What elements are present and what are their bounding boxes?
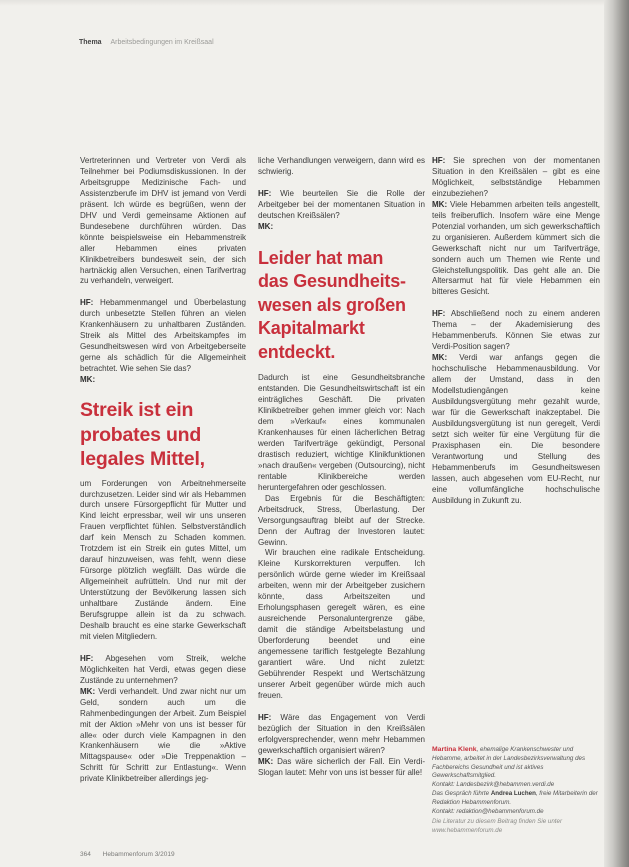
bio-interviewer-name: Andrea Luchen [490,789,536,797]
pull-quote-line: Leider hat man [258,247,384,268]
interview-question [80,654,246,687]
bio-author [432,746,600,781]
interview-question [258,713,425,757]
body-paragraph: um Forderungen von Arbeitnehmerseite durchzusetzen. Leider sind wir als Hebammen durch unsere Fürsorgepflicht für Mutter und Kind leicht erpressbar, weil wir uns unseren Frauen verpflichtet fühlen. Selbstverständlich darf kein Mensch zu Schaden kommen. Trotzdem ist ein Streik ein gutes Mittel, um darauf hinzuweisen, was fehlt, wenn diese Fürsorge plötzlich wegfällt. Das würde die Allgemeinheit aufrütteln. Und nur mit der Unterstützung der Bevölkerung lassen sich unhaltbare Zustände ändern. Eine Berufsgruppe allein ist da zu schwach. Deshalb braucht es eine starke Gewerkschaft mit vielen Mitgliedern. [80,478,246,641]
answer-text: Das wäre sicherlich der Fall. Ein Verdi-Slogan lautet: Mehr von uns ist besser für alle! [258,756,425,777]
pull-quote-line: wesen als großen [258,294,406,315]
answer-text: Verdi war anfangs gegen die hochschulische Hebammenausbildung. Vor allem der Umstand, dass in den Modellstudiengängen keine Ausbildungsvergütung mehr gezahlt wurde, war für die Gewerkschaft inakzeptabel. Die Ausbildungsvergütung ist nun geregelt, Verdi setzt sich weiter für eine Vergütung für die Praxisphasen ein. Die besondere Verantwortung und Stellung des Hebammenberufs im Gesundheitswesen lassen, auch abgesehen vom EU-Recht, nur eine vollumfängliche hochschulische Ausbildung in Zukunft zu. [432,353,600,505]
question-text: Wie beurteilen Sie die Rolle der Arbeitgeber bei der momentanen Situation in deutschen Kreißsälen? [258,188,425,220]
text-column-1 [80,156,246,849]
pull-quote-line: Kapitalmarkt [258,318,365,339]
author-bio [432,746,600,836]
speaker-label-hf: HF: [80,298,94,308]
body-paragraph: Das Ergebnis für die Beschäftigten: Arbeitsdruck, Stress, Überlastung. Der Versorgungsauftrag bleibt auf der Strecke. Denn der Auftrag der Investoren lautet: Gewinn. [258,493,425,547]
pull-quote [258,247,425,365]
interview-question [258,189,425,222]
bio-author-name: Martina Klenk [432,746,477,753]
scan-page-edge [604,0,629,867]
interview-answer-start [80,375,246,386]
speaker-label-mk: MK: [80,686,96,696]
bio-interviewer-role: , freie Mitarbeiterin der Redaktion Hebammenforum. [432,789,598,806]
speaker-label-mk: MK: [80,375,96,385]
question-text: Wäre das Engagement von Verdi bezüglich der Situation in den Kreißsälen erfolgversprechender, wenn mehr Hebammen gewerkschaftlich organisiert wären? [258,712,425,755]
pull-quote-line: entdeckt. [258,341,336,362]
bio-author-description: , ehemalige Krankenschwester und Hebamme, arbeitet in der Landesbezirksverwaltung des Fachbereichs Gesundheit und ist aktives Gewerkschaftsmitglied. [432,746,586,780]
speaker-label-mk: MK: [258,756,274,766]
bio-interviewer [432,790,600,808]
page-number: 364 [80,851,91,858]
interview-answer-start [258,222,425,233]
section-topic: Arbeitsbedingungen im Kreißsaal [110,39,214,46]
text-column-2 [258,156,425,856]
speaker-label-mk: MK: [432,353,448,363]
body-paragraph: Dadurch ist eine Gesundheitsbranche entstanden. Die Gesundheitswirtschaft ist ein einträgliches Geschäft. Die privaten Klinikbetreiber gehen immer gleich vor: Nach dem »Verkauf« eines kommunalen Krankenhauses für einen lächerlichen Betrag werden Tarifverträge gekündigt, Personal drastisch reduziert, wichtige Klinikfunktionen »nach draußen« vergeben (Outsourcing), nicht rentable Klinikbereiche werden heruntergefahren oder geschlossen. [258,373,425,492]
question-text: Sie sprechen von der momentanen Situation in den Kreißsälen – gibt es eine Möglichkeit, selbstständige Hebammen einzubeziehen? [432,156,600,198]
interview-question [432,309,600,353]
speaker-label-mk: MK: [432,199,448,209]
pull-quote-line: legales Mittel, [80,448,205,471]
bio-literature-note: Die Literatur zu diesem Beitrag finden Sie unter www.hebammenforum.de [432,818,563,835]
speaker-label-hf: HF: [432,309,446,319]
bio-interviewer-contact: Kontakt: redaktion@hebammenforum.de [432,807,544,815]
interview-answer [432,200,600,299]
answer-text: Viele Hebammen arbeiten teils angestellt, teils freiberuflich. Insofern wäre eine Menge Potenzial vorhanden, um sich gewerkschaftlich zu organisieren. Außerdem kümmert sich die Gewerkschaft nicht nur um Tarifverträge, sondern auch um Themen wie Rente und Gleichstellungspolitik. Das geht alle an. Die Altersarmut hat für viele Hebammen ein bitteres Gesicht. [432,199,600,297]
pull-quote-line: das Gesundheits- [258,271,406,292]
page-footer [80,851,175,859]
bio-interview-intro: Das Gespräch führte [432,789,491,797]
interview-question [432,156,600,200]
answer-text: Verdi verhandelt. Und zwar nicht nur um Geld, sondern auch um die Rahmenbedingungen der Arbeit. Zum Beispiel mit der Aktion »Mehr von uns ist besser für alle« oder durch viele Kampagnen in den Krankenhäusern wie die »Aktive Mittagspause« oder »Die Treppenaktion – Schritt für Schritt zur Entlastung«. Wenn private Klinikbetreiber allerdings jeg- [80,686,246,784]
pull-quote-line: Streik ist ein [80,399,194,422]
bio-author-contact: Kontakt: Landesbezirk@hebammen.verdi.de [432,781,555,789]
speaker-label-hf: HF: [258,712,272,722]
pull-quote-line: probates und [80,423,202,446]
interview-question [80,298,246,375]
interview-answer [80,687,246,786]
scan-top-shadow [0,0,604,6]
pull-quote [80,398,246,472]
speaker-label-mk: MK: [258,221,274,231]
interview-answer [258,757,425,779]
body-paragraph: liche Verhandlungen verweigern, dann wird es schwierig. [258,156,425,176]
body-paragraph: Vertreterinnen und Vertreter von Verdi als Teilnehmer bei Podiumsdiskussionen. In der Arbeitsgruppe Medizinische Fach- und Assistenzberufe im DHV ist jemand von Verdi präsent. Ich würde es begrüßen, wenn der DHV und Verdi gemeinsame Aktionen auf Bundesebene durchführen würden. Das könnte beispielsweise ein Hebammenstreik aller Hebammen eines privaten Klinikbetreibers bundesweit sein, der sich hartnäckig allen Versuchen, einen Tarifvertrag zu verhandeln, verweigert. [80,156,246,286]
body-paragraph: Wir brauchen eine radikale Entscheidung. Kleine Kurskorrekturen verpuffen. Ich persönlich würde gerne wieder im Kreißsaal arbeiten, wenn mir der Arbeitgeber zusichern könnte, dass Arbeitszeiten und Erholungsphasen geregelt wären, es eine ausreichende Personaluntergrenze gäbe, damit die ständige Arbeitsbelastung und Überforderung beendet und eine angemessene tariflich festgelegte Bezahlung garantiert wäre. Und nicht zuletzt: Gebührender Respekt und Wertschätzung unserer Arbeit gegenüber würde mich auch freuen. [258,548,425,700]
interview-answer [432,353,600,506]
running-header [79,38,214,47]
speaker-label-hf: HF: [432,156,446,165]
question-text: Hebammenmangel und Überbelastung durch unbesetzte Stellen führen an vielen Krankenhäusern zu unhaltbaren Zuständen. Streik als Mittel des Arbeitskampfes im Gesundheitswesen wird von Arbeitgeberseite gerne als schädlich für die Allgemeinheit betrachtet. Wie sehen Sie das? [80,298,246,374]
magazine-issue: Hebammenforum 3/2019 [102,851,175,858]
speaker-label-hf: HF: [80,653,94,663]
speaker-label-hf: HF: [258,188,272,198]
question-text: Abschließend noch zu einem anderen Thema – der Akademisierung des Hebammenberufs. Können Sie etwas zur Verdi-Position sagen? [432,309,600,352]
text-column-3 [432,156,600,716]
section-label: Thema [79,39,102,46]
question-text: Abgesehen vom Streik, welche Möglichkeiten hat Verdi, etwas gegen diese Zustände zu unternehmen? [80,653,246,685]
